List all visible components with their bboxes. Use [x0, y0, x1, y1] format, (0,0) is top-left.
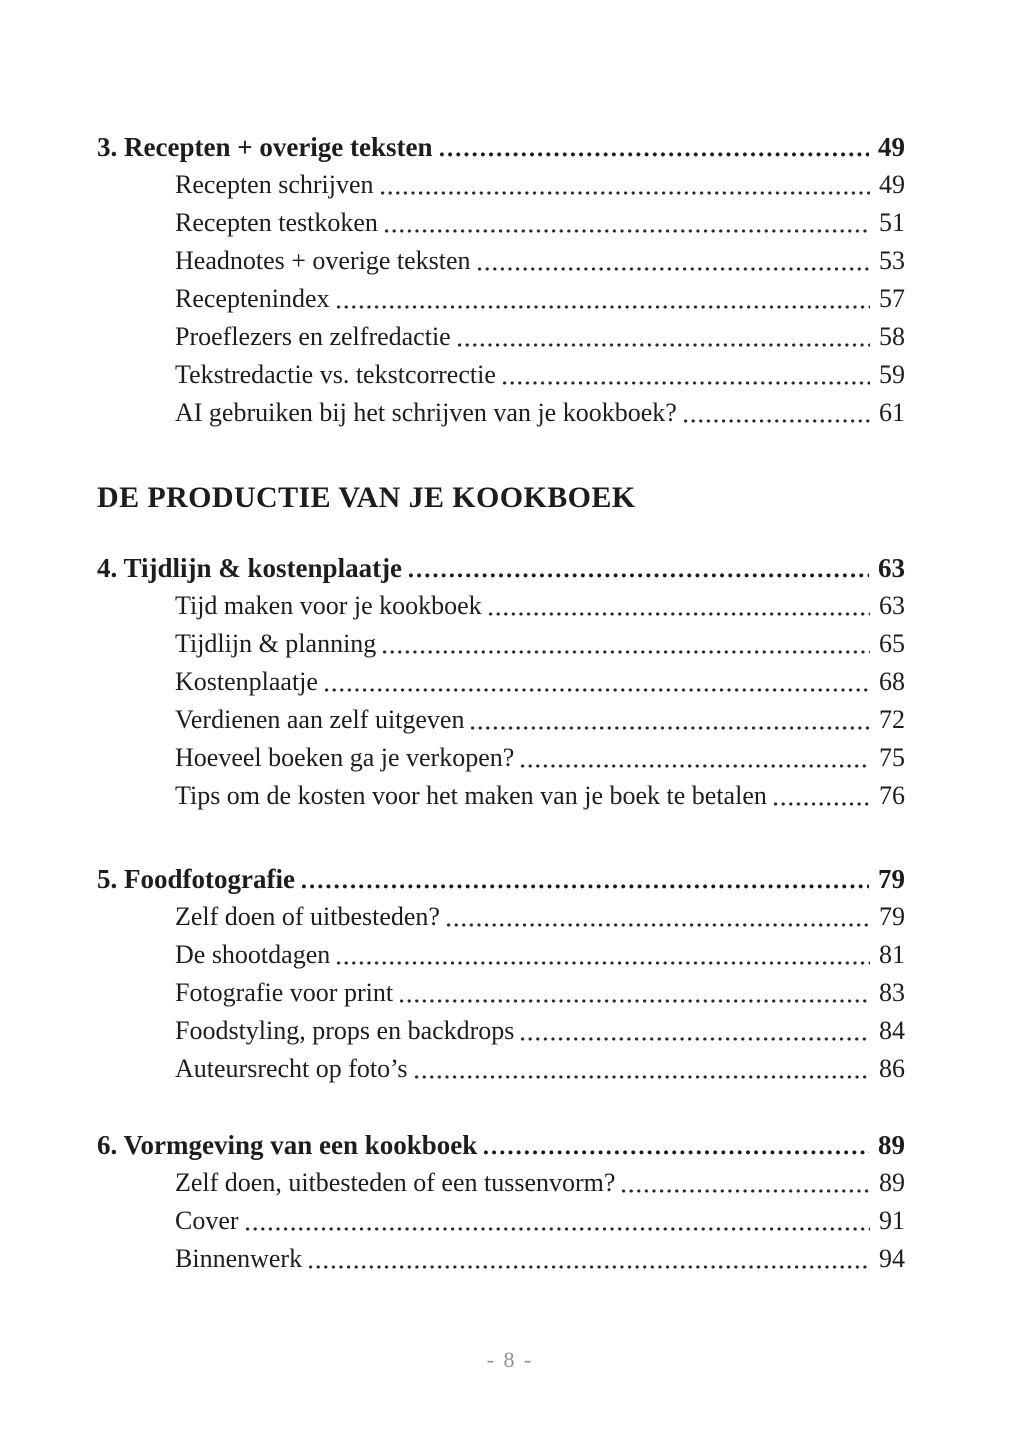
entry-page-number: 58 — [879, 322, 905, 351]
chapter-page-number: 63 — [878, 553, 905, 583]
toc-entry-row[interactable] — [97, 739, 905, 777]
dot-leader — [514, 739, 879, 777]
dot-leader — [615, 1164, 879, 1202]
entry-title: Verdienen aan zelf uitgeven — [175, 705, 465, 734]
toc-entry-row[interactable] — [97, 663, 905, 701]
toc-entry-row[interactable] — [97, 701, 905, 739]
entry-title: Zelf doen of uitbesteden? — [175, 902, 440, 931]
chapter-page-number: 49 — [878, 132, 905, 162]
toc-entry-row[interactable] — [97, 1202, 905, 1240]
dot-leader — [451, 318, 879, 356]
toc-chapter-row[interactable] — [97, 128, 905, 166]
toc-entry-row[interactable] — [97, 1012, 905, 1050]
toc-entry-row[interactable] — [97, 166, 905, 204]
toc-entry-row[interactable] — [97, 974, 905, 1012]
dot-leader — [767, 777, 879, 815]
entry-title: De shootdagen — [175, 940, 331, 969]
entry-title: Headnotes + overige teksten — [175, 246, 471, 275]
dot-leader — [402, 549, 878, 587]
entry-page-number: 59 — [879, 360, 905, 389]
toc-entry-row[interactable] — [97, 204, 905, 242]
dot-leader — [440, 898, 879, 936]
entry-page-number: 76 — [879, 781, 905, 810]
toc-group-chapter-4 — [97, 549, 905, 815]
entry-page-number: 83 — [879, 978, 905, 1007]
entry-page-number: 53 — [879, 246, 905, 275]
dot-leader — [677, 394, 879, 432]
toc-entry-row[interactable] — [97, 898, 905, 936]
toc-entry-row[interactable] — [97, 625, 905, 663]
toc-entry-row[interactable] — [97, 1050, 905, 1088]
entry-title: Recepten schrijven — [175, 170, 374, 199]
entry-title: Foodstyling, props en backdrops — [175, 1016, 515, 1045]
toc-entry-row[interactable] — [97, 777, 905, 815]
toc-entry-row[interactable] — [97, 394, 905, 432]
entry-page-number: 89 — [879, 1168, 905, 1197]
dot-leader — [318, 663, 879, 701]
entry-title: Tijdlijn & planning — [175, 629, 377, 658]
toc-chapter-row[interactable] — [97, 1126, 905, 1164]
dot-leader — [295, 860, 878, 898]
entry-title: Auteursrecht op foto’s — [175, 1054, 408, 1083]
dot-leader — [330, 936, 879, 974]
entry-page-number: 57 — [879, 284, 905, 313]
entry-page-number: 81 — [879, 940, 905, 969]
toc-entry-row[interactable] — [97, 318, 905, 356]
dot-leader — [374, 166, 879, 204]
dot-leader — [482, 587, 879, 625]
entry-page-number: 63 — [879, 591, 905, 620]
entry-title: Cover — [175, 1206, 239, 1235]
entry-page-number: 79 — [879, 902, 905, 931]
entry-title: Receptenindex — [175, 284, 330, 313]
entry-page-number: 91 — [879, 1206, 905, 1235]
entry-title: Tips om de kosten voor het maken van je boek te betalen — [175, 781, 767, 810]
toc-entry-row[interactable] — [97, 936, 905, 974]
page-number-footer: - 8 - — [486, 1347, 534, 1372]
toc-group-chapter-5 — [97, 860, 905, 1088]
toc-entry-row[interactable] — [97, 280, 905, 318]
toc-entry-row[interactable] — [97, 242, 905, 280]
dot-leader — [464, 701, 879, 739]
dot-leader — [496, 356, 879, 394]
entry-title: AI gebruiken bij het schrijven van je kookboek? — [175, 398, 677, 427]
dot-leader — [433, 128, 878, 166]
entry-page-number: 86 — [879, 1054, 905, 1083]
toc-chapter-row[interactable] — [97, 860, 905, 898]
entry-page-number: 65 — [879, 629, 905, 658]
toc-entry-row[interactable] — [97, 356, 905, 394]
chapter-title: 4. Tijdlijn & kostenplaatje — [97, 553, 403, 583]
dot-leader — [330, 280, 880, 318]
toc-chapter-row[interactable] — [97, 549, 905, 587]
dot-leader — [408, 1050, 879, 1088]
part-heading: DE PRODUCTIE VAN JE KOOKBOEK — [97, 481, 636, 514]
chapter-title: 3. Recepten + overige teksten — [97, 132, 433, 162]
entry-page-number: 72 — [879, 705, 905, 734]
toc-entry-row[interactable] — [97, 1164, 905, 1202]
dot-leader — [239, 1202, 879, 1240]
entry-title: Binnenwerk — [175, 1244, 303, 1273]
toc-entry-row[interactable] — [97, 587, 905, 625]
dot-leader — [378, 204, 879, 242]
entry-page-number: 61 — [879, 398, 905, 427]
table-of-contents — [97, 128, 905, 1278]
chapter-page-number: 89 — [878, 1130, 905, 1160]
entry-page-number: 51 — [879, 208, 905, 237]
dot-leader — [393, 974, 879, 1012]
entry-page-number: 84 — [879, 1016, 905, 1045]
entry-title: Proeflezers en zelfredactie — [175, 322, 451, 351]
dot-leader — [376, 625, 879, 663]
chapter-title: 5. Foodfotografie — [97, 864, 295, 894]
entry-title: Zelf doen, uitbesteden of een tussenvorm? — [175, 1168, 616, 1197]
entry-title: Hoeveel boeken ga je verkopen? — [175, 743, 515, 772]
entry-title: Kostenplaatje — [175, 667, 318, 696]
toc-group-chapter-6 — [97, 1126, 905, 1278]
entry-title: Fotografie voor print — [175, 978, 394, 1007]
chapter-page-number: 79 — [878, 864, 905, 894]
dot-leader — [302, 1240, 879, 1278]
toc-group-chapter-3 — [97, 128, 905, 432]
entry-page-number: 68 — [879, 667, 905, 696]
entry-title: Tijd maken voor je kookboek — [175, 591, 482, 620]
chapter-title: 6. Vormgeving van een kookboek — [97, 1130, 478, 1160]
entry-title: Tekstredactie vs. tekstcorrectie — [175, 360, 496, 389]
dot-leader — [477, 1126, 878, 1164]
entry-page-number: 49 — [879, 170, 905, 199]
dot-leader — [514, 1012, 879, 1050]
dot-leader — [471, 242, 879, 280]
entry-page-number: 94 — [879, 1244, 905, 1273]
entry-title: Recepten testkoken — [175, 208, 378, 237]
toc-entry-row[interactable] — [97, 1240, 905, 1278]
entry-page-number: 75 — [879, 743, 905, 772]
